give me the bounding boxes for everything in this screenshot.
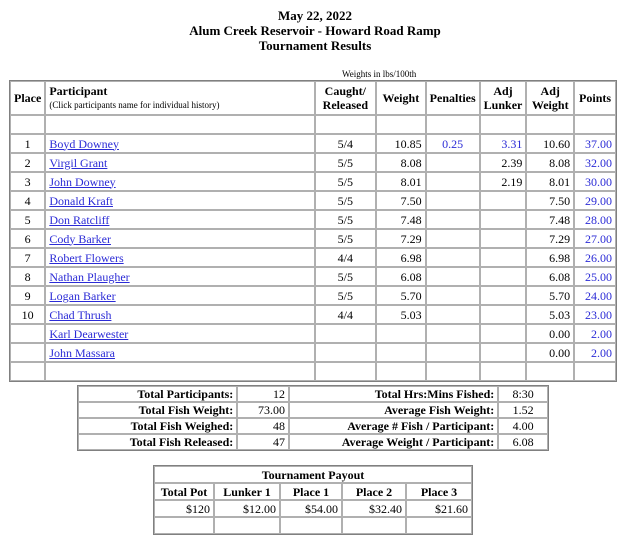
report-location: Alum Creek Reservoir - Howard Road Ramp <box>189 23 441 38</box>
avg-weight-value: 6.08 <box>498 434 548 450</box>
results-table <box>9 80 617 382</box>
report-title: Tournament Results <box>258 38 372 53</box>
points-cell: 28.00 <box>574 210 616 229</box>
participant-cell <box>45 210 314 229</box>
caught-released-cell <box>315 324 376 343</box>
col-participant-hint: (Click participants name for individual history) <box>49 100 220 110</box>
points-cell: 25.00 <box>574 267 616 286</box>
adj-weight-cell: 7.29 <box>526 229 574 248</box>
payout-blank-cell <box>342 517 406 534</box>
penalties-cell <box>426 191 480 210</box>
spacer-cell <box>574 362 616 381</box>
points-cell: 2.00 <box>574 343 616 362</box>
place-cell <box>10 324 45 343</box>
payout-header-place-3: Place 3 <box>406 483 472 500</box>
payout-place-1: $54.00 <box>280 500 342 517</box>
points-cell: 27.00 <box>574 229 616 248</box>
points-cell: 26.00 <box>574 248 616 267</box>
table-row <box>10 248 616 267</box>
adj-lunker-cell <box>480 267 527 286</box>
place-cell: 6 <box>10 229 45 248</box>
table-row <box>10 305 616 324</box>
table-row <box>10 286 616 305</box>
avg-fish-weight-label: Average Fish Weight: <box>289 402 498 418</box>
penalties-cell <box>426 324 480 343</box>
penalties-cell <box>426 286 480 305</box>
summary-row <box>78 418 548 434</box>
adj-weight-cell: 5.03 <box>526 305 574 324</box>
payout-title: Tournament Payout <box>154 466 472 483</box>
total-fish-weighed-value: 48 <box>237 418 289 434</box>
weight-cell: 7.50 <box>376 191 426 210</box>
participant-cell <box>45 248 314 267</box>
col-points: Points <box>574 81 616 115</box>
place-cell: 10 <box>10 305 45 324</box>
payout-blank-cell <box>406 517 472 534</box>
spacer-cell <box>45 115 314 134</box>
weight-cell <box>376 324 426 343</box>
adj-weight-cell: 8.08 <box>526 153 574 172</box>
participant-link[interactable]: Donald Kraft <box>49 193 113 208</box>
points-cell: 23.00 <box>574 305 616 324</box>
payout-blank-row <box>154 517 472 534</box>
points-cell: 29.00 <box>574 191 616 210</box>
payout-blank-cell <box>280 517 342 534</box>
caught-released-cell: 4/4 <box>315 248 376 267</box>
participant-cell <box>45 343 314 362</box>
weight-cell: 8.01 <box>376 172 426 191</box>
payout-lunker-1: $12.00 <box>214 500 280 517</box>
summary-row <box>78 434 548 450</box>
col-adj-weight: Adj Weight <box>526 81 574 115</box>
penalties-cell <box>426 153 480 172</box>
spacer-cell <box>426 362 480 381</box>
col-adj-lunker: Adj Lunker <box>480 81 527 115</box>
penalties-cell <box>426 172 480 191</box>
payout-header-place-2: Place 2 <box>342 483 406 500</box>
adj-weight-cell: 8.01 <box>526 172 574 191</box>
participant-link[interactable]: Robert Flowers <box>49 250 124 265</box>
adj-lunker-cell: 3.31 <box>480 134 527 153</box>
table-row <box>10 191 616 210</box>
spacer-cell <box>526 362 574 381</box>
spacer-cell <box>480 115 527 134</box>
points-cell: 37.00 <box>574 134 616 153</box>
weight-cell: 6.98 <box>376 248 426 267</box>
points-cell: 2.00 <box>574 324 616 343</box>
penalties-cell <box>426 248 480 267</box>
participant-cell <box>45 191 314 210</box>
payout-blank-cell <box>214 517 280 534</box>
weight-cell: 7.48 <box>376 210 426 229</box>
adj-lunker-cell <box>480 305 527 324</box>
penalties-cell <box>426 343 480 362</box>
weight-cell: 5.03 <box>376 305 426 324</box>
spacer-cell <box>45 362 314 381</box>
points-cell: 24.00 <box>574 286 616 305</box>
penalties-cell <box>426 229 480 248</box>
weight-cell: 7.29 <box>376 229 426 248</box>
report-date: May 22, 2022 <box>277 8 353 23</box>
participant-cell <box>45 305 314 324</box>
avg-fish-weight-value: 1.52 <box>498 402 548 418</box>
total-fish-weighed-label: Total Fish Weighed: <box>78 418 237 434</box>
payout-place-2: $32.40 <box>342 500 406 517</box>
spacer-cell <box>376 362 426 381</box>
payout-title-row <box>154 466 472 483</box>
payout-header-lunker-1: Lunker 1 <box>214 483 280 500</box>
total-fish-weight-value: 73.00 <box>237 402 289 418</box>
participant-link[interactable]: Don Ratcliff <box>49 212 110 227</box>
spacer-cell <box>315 115 376 134</box>
caught-released-cell: 5/5 <box>315 229 376 248</box>
table-row <box>10 267 616 286</box>
adj-weight-cell: 0.00 <box>526 324 574 343</box>
spacer-row <box>10 115 616 134</box>
caught-released-cell: 5/5 <box>315 191 376 210</box>
spacer-cell <box>526 115 574 134</box>
total-fish-released-label: Total Fish Released: <box>78 434 237 450</box>
table-row <box>10 210 616 229</box>
penalties-cell <box>426 305 480 324</box>
adj-lunker-cell <box>480 343 527 362</box>
payout-header-place-1: Place 1 <box>280 483 342 500</box>
adj-weight-cell: 6.98 <box>526 248 574 267</box>
weight-cell: 5.70 <box>376 286 426 305</box>
penalties-cell <box>426 210 480 229</box>
adj-lunker-cell: 2.19 <box>480 172 527 191</box>
summary-row <box>78 386 548 402</box>
payout-place-3: $21.60 <box>406 500 472 517</box>
points-cell: 30.00 <box>574 172 616 191</box>
total-hrs-label: Total Hrs:Mins Fished: <box>289 386 498 402</box>
payout-header-total-pot: Total Pot <box>154 483 214 500</box>
adj-lunker-cell <box>480 210 527 229</box>
total-fish-released-value: 47 <box>237 434 289 450</box>
col-weight: Weight <box>376 81 426 115</box>
participant-cell <box>45 324 314 343</box>
payout-header-row <box>154 483 472 500</box>
participant-link[interactable]: Nathan Plaugher <box>49 269 130 284</box>
adj-weight-cell: 0.00 <box>526 343 574 362</box>
participant-cell <box>45 172 314 191</box>
total-fish-weight-label: Total Fish Weight: <box>78 402 237 418</box>
caught-released-cell: 4/4 <box>315 305 376 324</box>
weights-note: Weights in lbs/100th <box>342 69 417 79</box>
table-header-row <box>10 81 616 115</box>
avg-weight-label: Average Weight / Participant: <box>289 434 498 450</box>
participant-link[interactable]: Logan Barker <box>49 288 116 303</box>
adj-weight-cell: 7.50 <box>526 191 574 210</box>
adj-weight-cell: 7.48 <box>526 210 574 229</box>
spacer-cell <box>10 115 45 134</box>
payout-total-pot: $120 <box>154 500 214 517</box>
spacer-cell <box>574 115 616 134</box>
col-caught-released: Caught/ Released <box>315 81 376 115</box>
weight-cell: 6.08 <box>376 267 426 286</box>
adj-lunker-cell <box>480 191 527 210</box>
participant-cell <box>45 153 314 172</box>
place-cell: 4 <box>10 191 45 210</box>
participant-cell <box>45 134 314 153</box>
place-cell: 3 <box>10 172 45 191</box>
spacer-cell <box>480 362 527 381</box>
total-participants-label: Total Participants: <box>78 386 237 402</box>
payout-table <box>153 465 473 535</box>
adj-weight-cell: 6.08 <box>526 267 574 286</box>
participant-cell <box>45 286 314 305</box>
adj-lunker-cell <box>480 324 527 343</box>
summary-table <box>77 385 549 451</box>
participant-link[interactable]: Cody Barker <box>49 231 111 246</box>
adj-weight-cell: 10.60 <box>526 134 574 153</box>
participant-link[interactable]: Karl Dearwester <box>49 326 129 341</box>
col-penalties: Penalties <box>426 81 480 115</box>
caught-released-cell: 5/4 <box>315 134 376 153</box>
table-row <box>10 134 616 153</box>
participant-link[interactable]: Chad Thrush <box>49 307 112 322</box>
caught-released-cell: 5/5 <box>315 210 376 229</box>
table-row <box>10 343 616 362</box>
caught-released-cell: 5/5 <box>315 172 376 191</box>
caught-released-cell: 5/5 <box>315 267 376 286</box>
table-row <box>10 229 616 248</box>
spacer-cell <box>426 115 480 134</box>
avg-num-fish-value: 4.00 <box>498 418 548 434</box>
caught-released-cell <box>315 343 376 362</box>
participant-link[interactable]: John Downey <box>49 174 116 189</box>
weight-cell: 8.08 <box>376 153 426 172</box>
participant-cell <box>45 229 314 248</box>
spacer-cell <box>315 362 376 381</box>
adj-lunker-cell <box>480 229 527 248</box>
weight-cell: 10.85 <box>376 134 426 153</box>
spacer-cell <box>376 115 426 134</box>
participant-link[interactable]: John Massara <box>49 345 115 360</box>
place-cell: 8 <box>10 267 45 286</box>
place-cell: 9 <box>10 286 45 305</box>
payout-blank-cell <box>154 517 214 534</box>
table-row <box>10 172 616 191</box>
col-participant-label: Participant <box>49 84 108 98</box>
adj-lunker-cell: 2.39 <box>480 153 527 172</box>
place-cell: 1 <box>10 134 45 153</box>
spacer-row <box>10 362 616 381</box>
summary-row <box>78 402 548 418</box>
table-row <box>10 324 616 343</box>
weight-cell <box>376 343 426 362</box>
place-cell: 7 <box>10 248 45 267</box>
participant-cell <box>45 267 314 286</box>
place-cell <box>10 343 45 362</box>
total-participants-value: 12 <box>237 386 289 402</box>
participant-link[interactable]: Virgil Grant <box>49 155 108 170</box>
participant-link[interactable]: Boyd Downey <box>49 136 119 151</box>
avg-num-fish-label: Average # Fish / Participant: <box>289 418 498 434</box>
penalties-cell <box>426 267 480 286</box>
spacer-cell <box>10 362 45 381</box>
place-cell: 2 <box>10 153 45 172</box>
place-cell: 5 <box>10 210 45 229</box>
caught-released-cell: 5/5 <box>315 286 376 305</box>
total-hrs-value: 8:30 <box>498 386 548 402</box>
adj-weight-cell: 5.70 <box>526 286 574 305</box>
col-place: Place <box>10 81 45 115</box>
caught-released-cell: 5/5 <box>315 153 376 172</box>
points-cell: 32.00 <box>574 153 616 172</box>
table-row <box>10 153 616 172</box>
penalties-cell: 0.25 <box>426 134 480 153</box>
adj-lunker-cell <box>480 248 527 267</box>
col-participant <box>45 81 314 115</box>
payout-values-row <box>154 500 472 517</box>
adj-lunker-cell <box>480 286 527 305</box>
